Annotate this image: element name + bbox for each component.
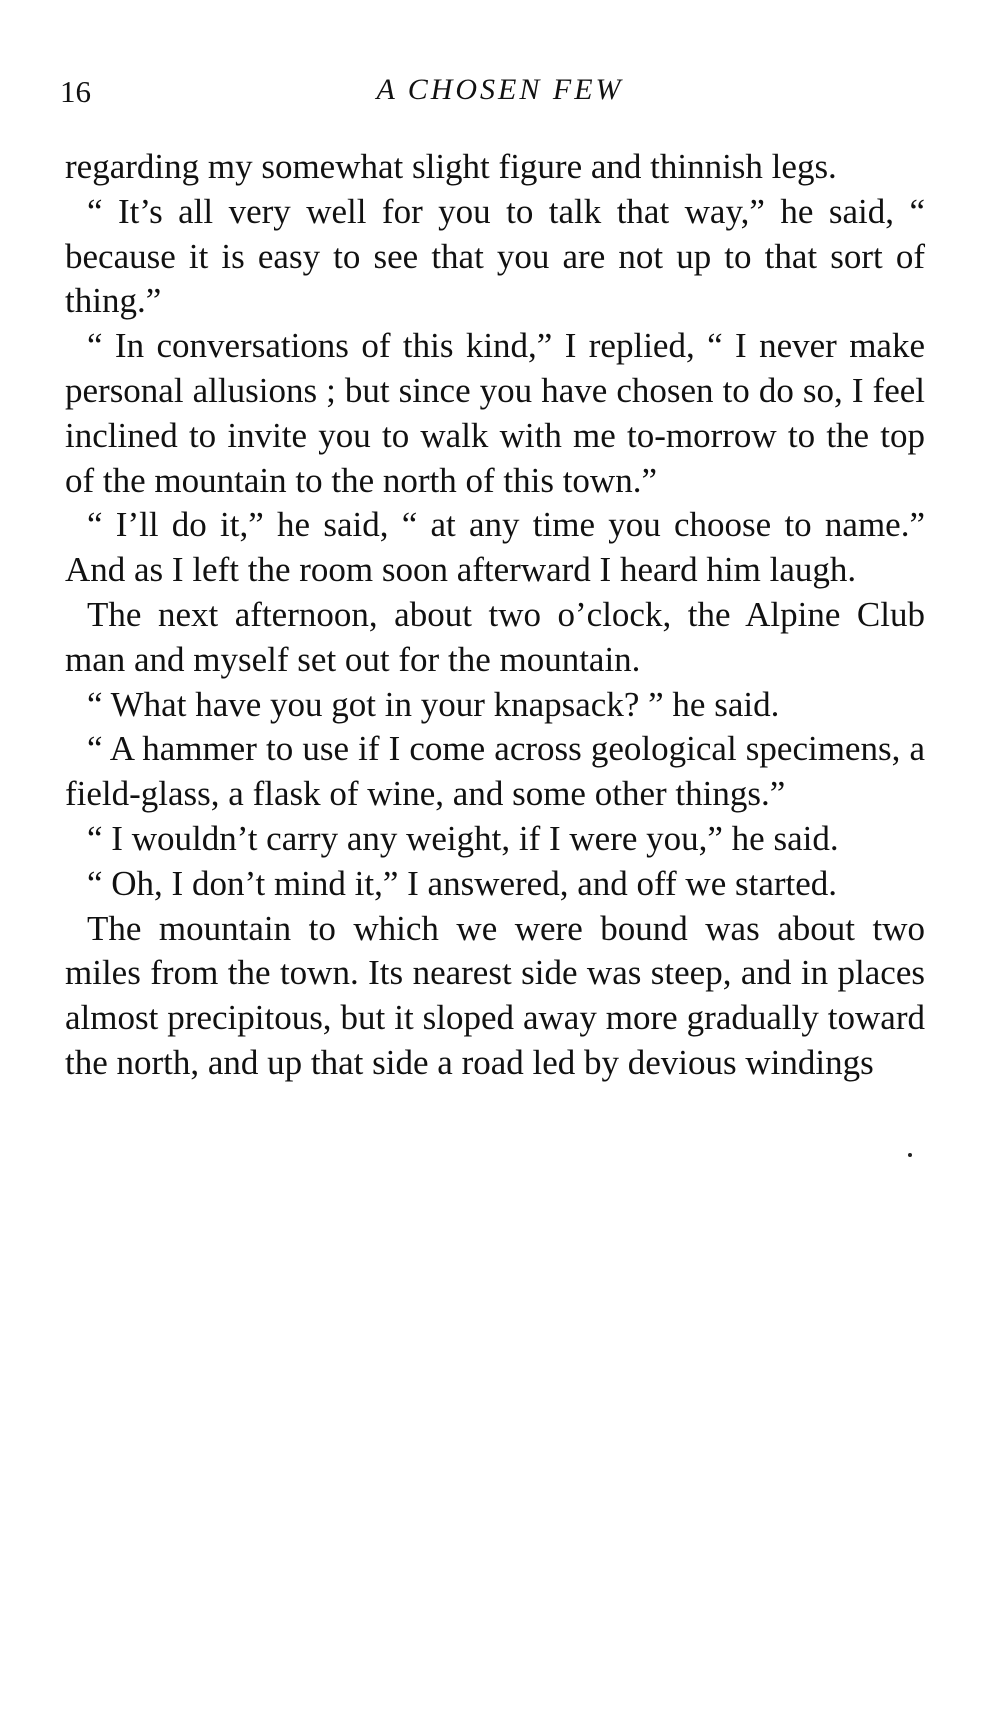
paragraph-6: “ What have you got in your knapsack? ” he said.	[87, 684, 780, 724]
paragraph-3: “ In conversations of this kind,” I replied, “ I never make personal allusions ; but since you have chosen to do so, I feel inclined to invite you to walk with me to-morrow to the top of the mountain to the north of this town.”	[65, 326, 925, 500]
paragraph-8: “ I wouldn’t carry any weight, if I were you,” he said.	[87, 818, 839, 858]
paragraph-10: The mountain to which we were bound was about two miles from the town. Its nearest side was steep, and in places almost precipitous, but it sloped away more gradually toward the north, and up that side a road led by devious windings	[65, 908, 925, 1082]
paragraph-7: “ A hammer to use if I come across geological specimens, a field-glass, a flask of wine, and some other things.”	[65, 729, 925, 814]
ink-speck	[908, 1153, 912, 1157]
paragraph-5: The next afternoon, about two o’clock, the Alpine Club man and myself set out for the mountain.	[65, 594, 925, 679]
paragraph-4: “ I’ll do it,” he said, “ at any time you choose to name.” And as I left the room soon afterward I heard him laugh.	[65, 505, 925, 590]
page-number: 16	[60, 74, 91, 109]
body-text	[65, 145, 925, 1086]
running-title: A CHOSEN FEW	[376, 73, 624, 106]
paragraph-9: “ Oh, I don’t mind it,” I answered, and off we started.	[87, 863, 838, 903]
paragraph-2: “ It’s all very well for you to talk that way,” he said, “ because it is easy to see that you are not up to that sort of thing.”	[65, 191, 925, 321]
paragraph-1: regarding my somewhat slight figure and thinnish legs.	[65, 147, 837, 186]
